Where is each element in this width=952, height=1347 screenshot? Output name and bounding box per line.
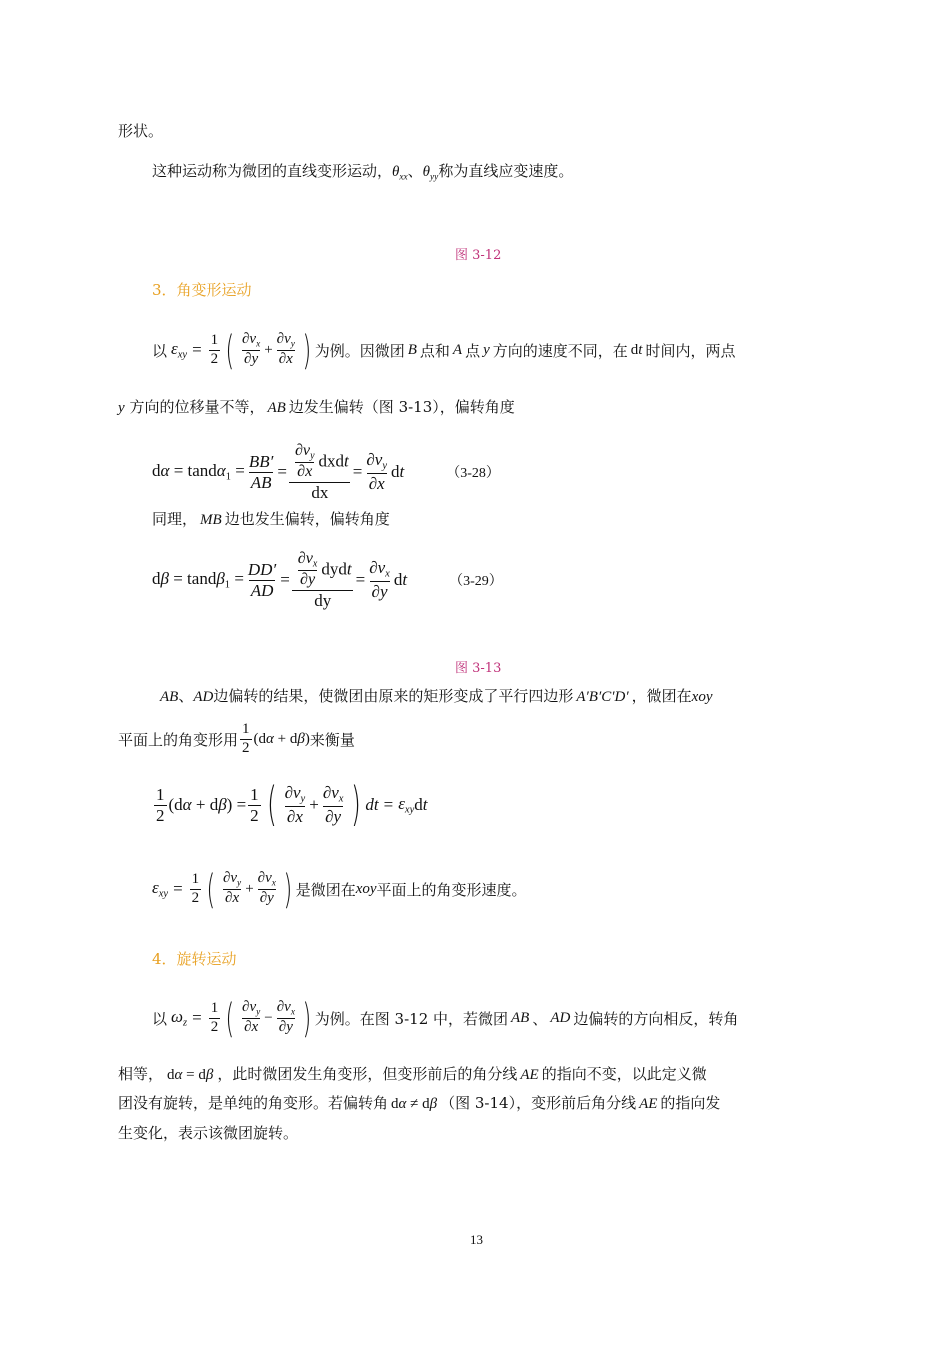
text-line: 相等， dα = dβ ，此时微团发生角变形，但变形前后的角分线 AE 的指向不变，以此定义微 xyxy=(118,1065,707,1083)
text-line: 同理， MB 边也发生偏转，偏转角度 xyxy=(152,510,390,528)
text-line: 这种运动称为微团的直线变形运动，$\theta_{xx}$、$\theta_{yy}$称为直线应变速度。 xyxy=(152,162,574,183)
text-line: AB、AD边偏转的结果，使微团由原来的矩形变成了平行四边形 A′B′C′D′ ，微团在xoy xyxy=(160,687,713,705)
equation-3-28: dα = tandα$_1$ = $\frac{BB'}{AB}$ = $\frac{\partial v_y}{\partial x}$ dxdt dx = $\frac{\partial v_y}{\partial x}$ dt （3-28） xyxy=(152,441,500,502)
figure-caption: 图 3-13 xyxy=(455,661,502,676)
text-line: 生变化，表示该微团旋转。 xyxy=(118,1124,299,1142)
equation-angular-sum: $\frac{1}{2}$ (dα + dβ) = $\frac{1}{2}$ ( $\frac{\partial v_y}{\partial x}$ + $\frac{\partial v_x}{\partial y}$ ) dt = $\varepsilon_{xy}$ dt xyxy=(156,777,428,832)
section-heading: 3．角变形运动 xyxy=(152,281,252,299)
text-line: 以 $\varepsilon_{xy}$ = $\frac{1}{2}$ ( $\frac{\partial v_x}{\partial y}$ + $\frac{\partial v_y}{\partial x}$ ) 为例。因微团 B 点和 A 点 y 方向的速度不同，在 dt 时间内，两点 xyxy=(152,325,736,374)
page-number: 13 xyxy=(470,1232,483,1247)
equation-strain-rate: $\varepsilon_{xy}$ = $\frac{1}{2}$ ( $\frac{\partial v_y}{\partial x}$ + $\frac{\partial v_x}{\partial y}$ ) 是微团在 xoy 平面上的角变形速度。 xyxy=(152,864,527,913)
text-line: 以 $\omega_z$ = $\frac{1}{2}$ ( $\frac{\partial v_y}{\partial x}$ − $\frac{\partial v_x}{\partial y}$ ) 为例。在图 3-12 中，若微团 AB 、 AD 边偏转的方向相反，转角 xyxy=(152,993,739,1042)
text-line: 团没有旋转，是单纯的角变形。若偏转角 dα ≠ dβ （图 3-14），变形前后角分线 AE 的指向发 xyxy=(118,1094,721,1112)
text-line: y 方向的位移量不等， AB 边发生偏转（图 3-13），偏转角度 xyxy=(118,398,515,416)
text-line: 形状。 xyxy=(118,122,164,140)
equation-3-29: dβ = tandβ$_1$ = $\frac{DD'}{AD}$ = $\frac{\partial v_x}{\partial y}$ dydt dy = $\frac{\partial v_x}{\partial y}$ dt （3-29） xyxy=(152,549,503,610)
figure-caption: 图 3-12 xyxy=(455,248,502,263)
text-line: 平面上的角变形用 $\frac{1}{2}$ (dα + dβ) 来衡量 xyxy=(118,721,355,756)
section-heading: 4．旋转运动 xyxy=(152,950,237,968)
